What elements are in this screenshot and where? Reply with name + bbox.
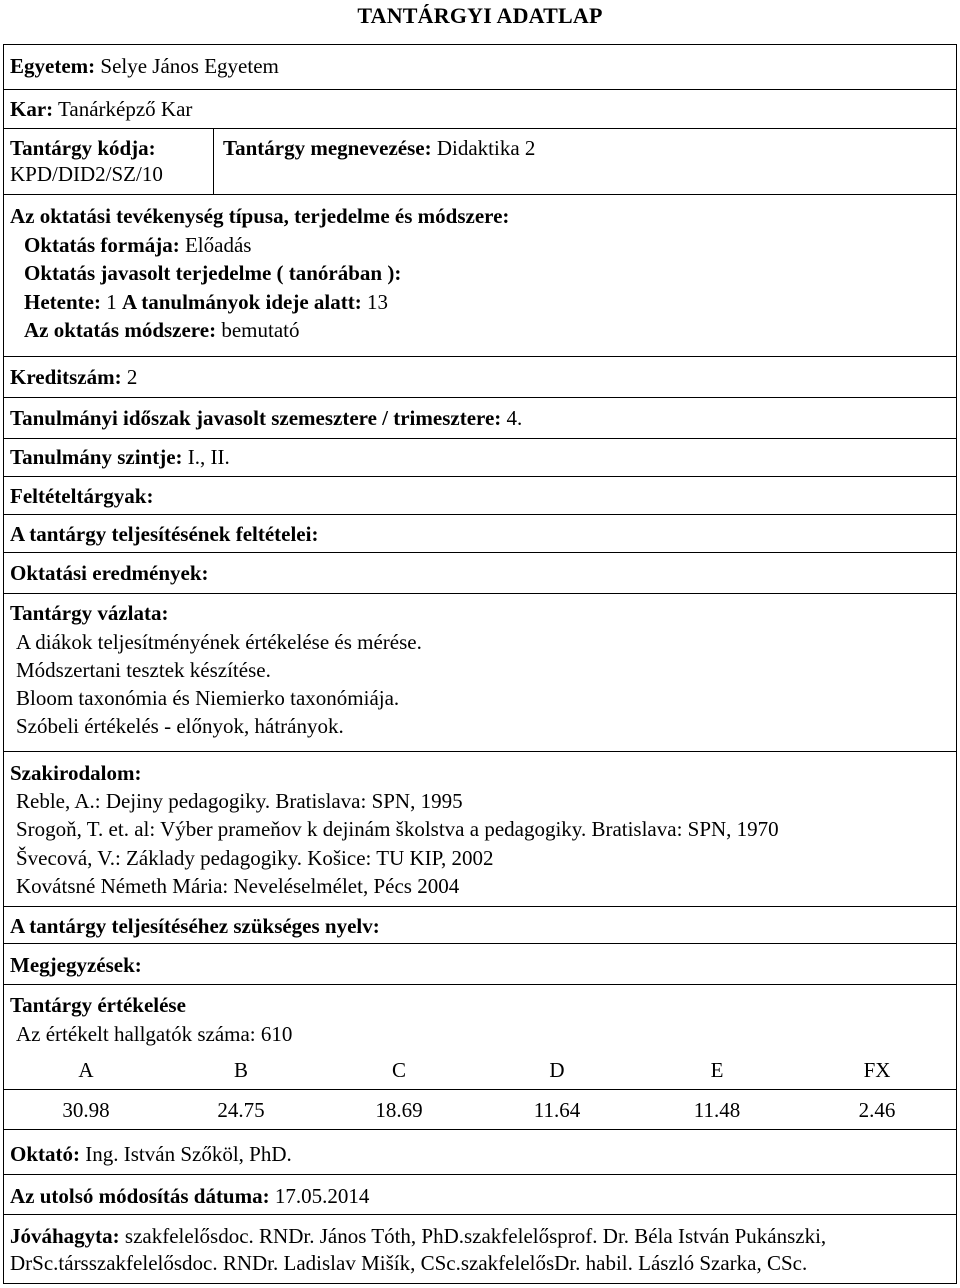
teaching-form-value: Előadás <box>184 233 252 257</box>
approved-by-line1: szakfelelősdoc. RNDr. János Tóth, PhD.szakfelelősprof. Dr. Béla István Pukánszki, <box>124 1224 827 1248</box>
course-name-label: Tantárgy megnevezése: <box>223 136 432 160</box>
university-row <box>4 45 956 90</box>
faculty-value: Tanárképző Kar <box>58 97 193 121</box>
teaching-scope-label: Oktatás javasolt terjedelme ( tanórában ): <box>24 261 402 285</box>
grade-divider <box>4 1089 956 1090</box>
evaluated-count-value: 610 <box>260 1022 293 1046</box>
study-level-label: Tanulmány szintje: <box>10 445 183 469</box>
literature-item: Reble, A.: Dejiny pedagogiky. Bratislava: SPN, 1995 <box>16 789 463 813</box>
lecturer-label: Oktató: <box>10 1142 80 1166</box>
course-code-value: KPD/DID2/SZ/10 <box>10 162 163 186</box>
semester-value: 4. <box>506 406 523 430</box>
teaching-method-label: Az oktatás módszere: <box>24 318 217 342</box>
outline-item: A diákok teljesítményének értékelése és mérése. <box>16 630 422 654</box>
evaluated-count-label: Az értékelt hallgatók száma: <box>16 1022 256 1046</box>
grade-value: 30.98 <box>62 1098 110 1122</box>
learning-outcomes-label: Oktatási eredmények: <box>10 561 209 585</box>
grade-header: FX <box>863 1058 891 1082</box>
completion-conditions-label: A tantárgy teljesítésének feltételei: <box>10 522 319 546</box>
notes-row <box>4 944 956 985</box>
literature-row <box>4 752 956 907</box>
teaching-activity-heading: Az oktatási tevékenység típusa, terjedelme és módszere: <box>10 204 510 228</box>
language-row <box>4 907 956 944</box>
approved-by-row <box>4 1215 956 1283</box>
literature-item: Švecová, V.: Základy pedagogiky. Košice: TU KIP, 2002 <box>16 846 494 870</box>
grade-value: 11.64 <box>533 1098 581 1122</box>
credits-label: Kreditszám: <box>10 365 122 389</box>
page-title: TANTÁRGYI ADATLAP <box>357 3 603 28</box>
weekly-value: 1 <box>106 290 117 314</box>
credits-value: 2 <box>126 365 138 389</box>
language-label: A tantárgy teljesítéséhez szükséges nyelv: <box>10 914 380 938</box>
grade-value: 11.48 <box>693 1098 741 1122</box>
teaching-form-label: Oktatás formája: <box>24 233 180 257</box>
grade-header: E <box>710 1058 724 1082</box>
university-label: Egyetem: <box>10 54 96 78</box>
total-hours-label: A tanulmányok ideje alatt: <box>121 290 362 314</box>
grade-header: B <box>233 1058 248 1082</box>
course-outline-label: Tantárgy vázlata: <box>10 601 169 625</box>
grade-value: 24.75 <box>217 1098 265 1122</box>
evaluation-label: Tantárgy értékelése <box>10 993 186 1017</box>
lecturer-row <box>4 1130 956 1175</box>
lecturer-value: Ing. István Szőköl, PhD. <box>85 1142 292 1166</box>
approved-by-line2: DrSc.társszakfelelősdoc. RNDr. Ladislav Mišík, CSc.szakfelelősDr. habil. László Szarka, CSc. <box>10 1251 808 1275</box>
grade-value: 18.69 <box>375 1098 423 1122</box>
grade-header: D <box>549 1058 565 1082</box>
literature-item: Srogoň, T. et. al: Výber prameňov k dejinám školstva a pedagogiky. Bratislava: SPN, 1970 <box>16 817 779 841</box>
teaching-activity-row <box>4 195 956 357</box>
evaluation-row <box>4 985 956 1130</box>
teaching-method-value: bemutató <box>221 318 300 342</box>
faculty-label: Kar: <box>10 97 54 121</box>
prerequisites-row <box>4 477 956 515</box>
total-hours-value: 13 <box>366 290 388 314</box>
approved-by-label: Jóváhagyta: <box>10 1224 120 1248</box>
course-sheet-table <box>3 44 957 1284</box>
grade-header: C <box>391 1058 406 1082</box>
outline-item: Szóbeli értékelés - előnyok, hátrányok. <box>16 714 344 738</box>
literature-item: Kovátsné Németh Mária: Neveléselmélet, Pécs 2004 <box>16 874 460 898</box>
last-modified-value: 17.05.2014 <box>274 1184 370 1208</box>
column-divider <box>213 129 214 194</box>
semester-label: Tanulmányi időszak javasolt szemesztere / trimesztere: <box>10 406 502 430</box>
literature-label: Szakirodalom: <box>10 761 142 785</box>
weekly-label: Hetente: <box>24 290 101 314</box>
prerequisites-label: Feltételtárgyak: <box>10 484 154 508</box>
grade-header: A <box>78 1058 94 1082</box>
course-code-label: Tantárgy kódja: <box>10 136 156 160</box>
outline-item: Módszertani tesztek készítése. <box>16 658 271 682</box>
university-value: Selye János Egyetem <box>100 54 279 78</box>
completion-conditions-row <box>4 515 956 553</box>
learning-outcomes-row <box>4 553 956 594</box>
last-modified-label: Az utolsó módosítás dátuma: <box>10 1184 270 1208</box>
semester-row <box>4 398 956 439</box>
outline-item: Bloom taxonómia és Niemierko taxonómiája. <box>16 686 400 710</box>
faculty-row <box>4 90 956 129</box>
grade-value: 2.46 <box>858 1098 896 1122</box>
study-level-row <box>4 439 956 477</box>
course-name-value: Didaktika 2 <box>436 136 536 160</box>
course-outline-row <box>4 594 956 752</box>
course-code-row <box>4 129 956 195</box>
last-modified-row <box>4 1175 956 1215</box>
notes-label: Megjegyzések: <box>10 953 142 977</box>
credits-row <box>4 357 956 398</box>
study-level-value: I., II. <box>187 445 230 469</box>
